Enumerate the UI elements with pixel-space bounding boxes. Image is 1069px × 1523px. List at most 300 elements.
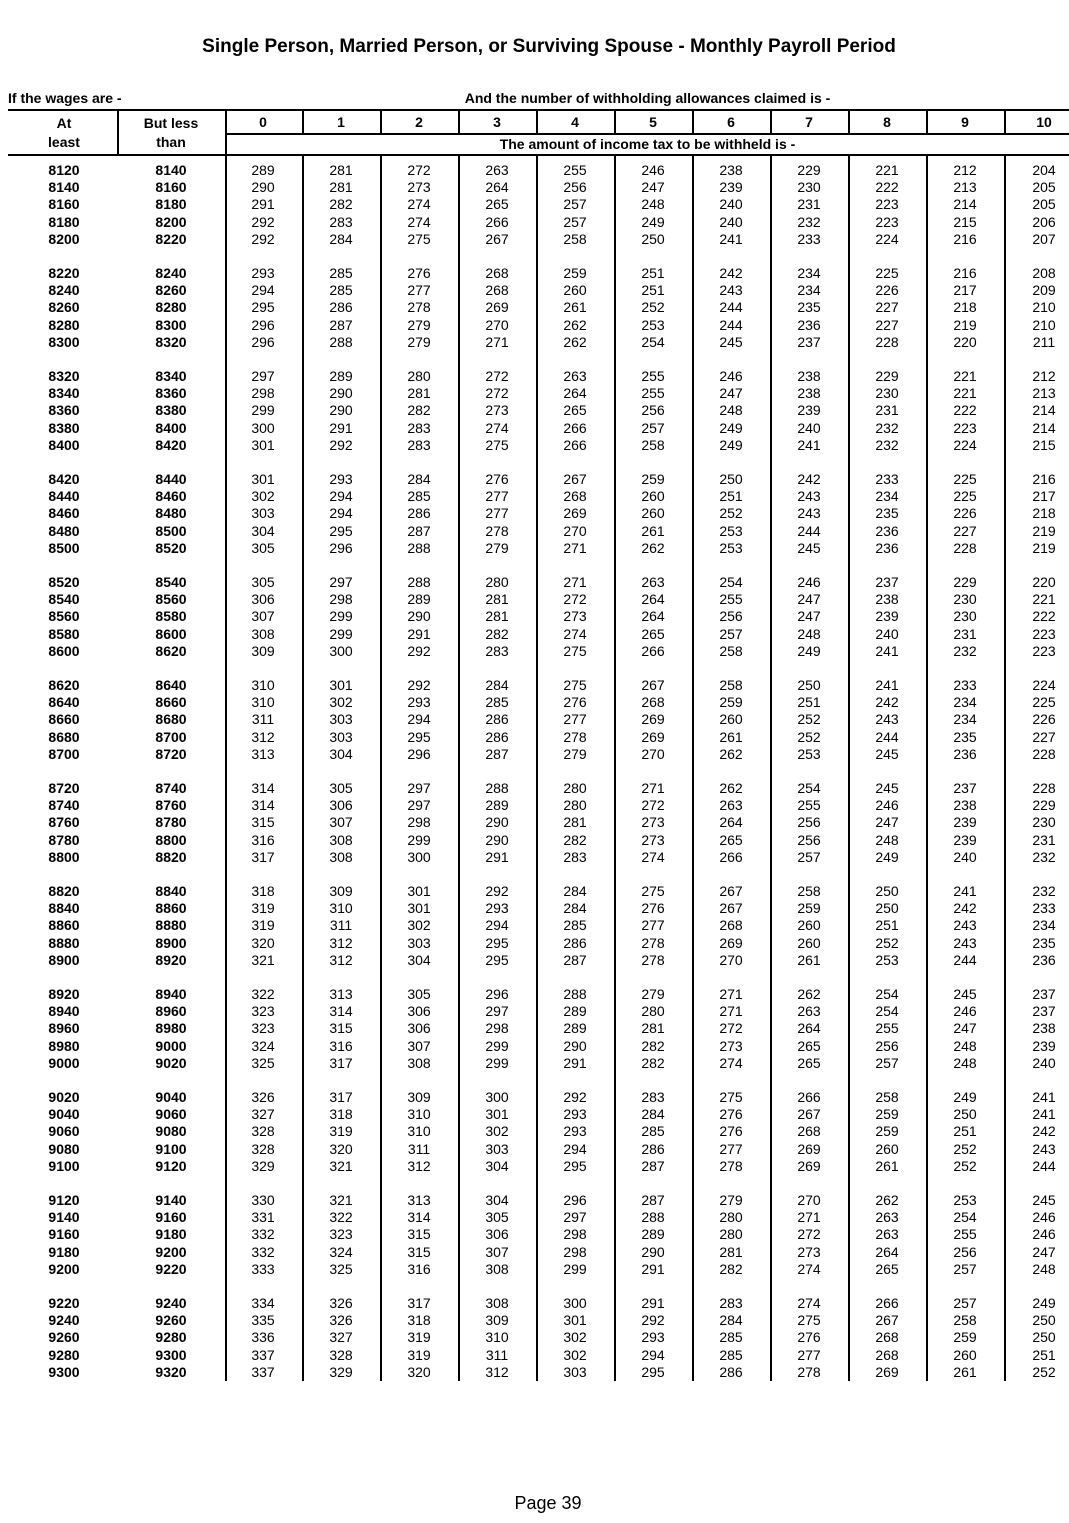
at-least-cell: 9120 bbox=[48, 1192, 80, 1208]
tax-amount-cell: 282 bbox=[641, 1037, 665, 1054]
at-least-cell: 9020 bbox=[48, 1089, 80, 1105]
tax-amount-cell: 295 bbox=[329, 522, 353, 539]
but-less-cell: 8420 bbox=[155, 436, 187, 453]
at-least-cell: 9280 bbox=[48, 1346, 80, 1363]
tax-amount-cell: 223 bbox=[1032, 625, 1056, 642]
but-less-cell: 9020 bbox=[155, 1054, 187, 1071]
tax-amount-cell: 253 bbox=[875, 951, 899, 968]
tax-amount-cell: 231 bbox=[953, 625, 977, 642]
tax-amount-cell: 237 bbox=[1032, 986, 1056, 1002]
tax-amount-cell: 284 bbox=[563, 883, 587, 899]
table-row bbox=[0, 282, 1069, 299]
tax-amount-cell: 252 bbox=[1032, 1363, 1056, 1380]
at-least-cell: 9260 bbox=[48, 1329, 80, 1346]
tax-amount-cell: 256 bbox=[953, 1243, 977, 1260]
but-less-cell: 8440 bbox=[155, 471, 187, 487]
tax-amount-cell: 326 bbox=[329, 1312, 353, 1329]
tax-amount-cell: 300 bbox=[251, 419, 275, 436]
at-least-cell: 8820 bbox=[48, 883, 80, 899]
tax-amount-cell: 260 bbox=[641, 488, 665, 505]
at-least-cell: 8440 bbox=[48, 488, 80, 505]
tax-amount-cell: 233 bbox=[953, 677, 977, 693]
table-row bbox=[0, 1295, 1069, 1312]
tax-amount-cell: 271 bbox=[485, 333, 509, 350]
at-least-cell: 8920 bbox=[48, 986, 80, 1002]
at-least-cell: 9040 bbox=[48, 1106, 80, 1123]
tax-amount-cell: 260 bbox=[953, 1346, 977, 1363]
tax-amount-cell: 251 bbox=[641, 282, 665, 299]
tax-amount-cell: 237 bbox=[1032, 1003, 1056, 1020]
tax-amount-cell: 324 bbox=[329, 1243, 353, 1260]
tax-amount-cell: 319 bbox=[251, 900, 275, 917]
table-row bbox=[0, 1312, 1069, 1329]
table-row bbox=[0, 677, 1069, 694]
tax-amount-cell: 255 bbox=[797, 797, 821, 814]
tax-amount-cell: 234 bbox=[875, 488, 899, 505]
tax-amount-cell: 254 bbox=[875, 986, 899, 1002]
tax-amount-cell: 289 bbox=[641, 1226, 665, 1243]
tax-amount-cell: 301 bbox=[251, 471, 275, 487]
tax-amount-cell: 281 bbox=[485, 608, 509, 625]
tax-amount-cell: 252 bbox=[719, 505, 743, 522]
tax-amount-cell: 251 bbox=[953, 1123, 977, 1140]
tax-amount-cell: 254 bbox=[875, 1003, 899, 1020]
tax-amount-cell: 246 bbox=[641, 162, 665, 178]
tax-amount-cell: 240 bbox=[719, 196, 743, 213]
tax-amount-cell: 279 bbox=[719, 1192, 743, 1208]
tax-amount-cell: 250 bbox=[1032, 1312, 1056, 1329]
tax-amount-cell: 288 bbox=[407, 574, 431, 590]
table-row bbox=[0, 917, 1069, 934]
tax-amount-cell: 255 bbox=[641, 368, 665, 384]
tax-amount-cell: 239 bbox=[953, 831, 977, 848]
tax-amount-cell: 288 bbox=[563, 986, 587, 1002]
tax-amount-cell: 235 bbox=[797, 299, 821, 316]
tax-amount-cell: 264 bbox=[797, 1020, 821, 1037]
tax-amount-cell: 268 bbox=[485, 265, 509, 281]
at-least-cell: 8960 bbox=[48, 1020, 80, 1037]
tax-amount-cell: 243 bbox=[953, 934, 977, 951]
allowance-header-9: 9 bbox=[961, 114, 969, 130]
table-row bbox=[0, 711, 1069, 728]
tax-amount-cell: 318 bbox=[407, 1312, 431, 1329]
tax-amount-cell: 259 bbox=[875, 1123, 899, 1140]
tax-amount-cell: 258 bbox=[563, 230, 587, 247]
tax-amount-cell: 266 bbox=[485, 213, 509, 230]
tax-amount-cell: 296 bbox=[329, 539, 353, 556]
at-least-cell: 8240 bbox=[48, 282, 80, 299]
tax-amount-cell: 252 bbox=[953, 1140, 977, 1157]
tax-amount-cell: 267 bbox=[719, 883, 743, 899]
tax-amount-cell: 267 bbox=[875, 1312, 899, 1329]
but-less-cell: 8800 bbox=[155, 831, 187, 848]
tax-amount-cell: 298 bbox=[563, 1243, 587, 1260]
tax-amount-cell: 251 bbox=[875, 917, 899, 934]
tax-amount-cell: 309 bbox=[485, 1312, 509, 1329]
tax-amount-cell: 329 bbox=[251, 1157, 275, 1174]
tax-amount-cell: 291 bbox=[641, 1295, 665, 1311]
tax-amount-cell: 258 bbox=[719, 677, 743, 693]
tax-amount-cell: 282 bbox=[641, 1054, 665, 1071]
table-row bbox=[0, 231, 1069, 248]
tax-amount-cell: 261 bbox=[875, 1157, 899, 1174]
tax-amount-cell: 237 bbox=[953, 780, 977, 796]
col-at-least-line2: least bbox=[48, 134, 80, 150]
tax-amount-cell: 296 bbox=[251, 333, 275, 350]
tax-amount-cell: 276 bbox=[641, 900, 665, 917]
tax-amount-cell: 283 bbox=[407, 419, 431, 436]
table-row bbox=[0, 1038, 1069, 1055]
tax-amount-cell: 264 bbox=[485, 179, 509, 196]
column-divider bbox=[1004, 111, 1006, 133]
tax-amount-cell: 307 bbox=[485, 1243, 509, 1260]
tax-amount-cell: 258 bbox=[641, 436, 665, 453]
table-row bbox=[0, 729, 1069, 746]
col-but-less-line2: than bbox=[156, 134, 186, 150]
but-less-cell: 9240 bbox=[155, 1295, 187, 1311]
tax-amount-cell: 275 bbox=[485, 436, 509, 453]
tax-amount-cell: 261 bbox=[953, 1363, 977, 1380]
tax-amount-cell: 247 bbox=[875, 814, 899, 831]
but-less-cell: 9180 bbox=[155, 1226, 187, 1243]
tax-amount-cell: 296 bbox=[407, 745, 431, 762]
but-less-cell: 8260 bbox=[155, 282, 187, 299]
at-least-cell: 8840 bbox=[48, 900, 80, 917]
tax-amount-cell: 247 bbox=[641, 179, 665, 196]
tax-amount-cell: 279 bbox=[563, 745, 587, 762]
tax-amount-cell: 258 bbox=[719, 642, 743, 659]
tax-amount-cell: 231 bbox=[875, 402, 899, 419]
col-at-least-header bbox=[23, 114, 105, 152]
tax-amount-cell: 299 bbox=[485, 1037, 509, 1054]
but-less-cell: 8640 bbox=[155, 677, 187, 693]
column-divider bbox=[380, 111, 382, 133]
at-least-cell: 8740 bbox=[48, 797, 80, 814]
tax-amount-cell: 280 bbox=[485, 574, 509, 590]
at-least-cell: 9180 bbox=[48, 1243, 80, 1260]
table-row bbox=[0, 196, 1069, 213]
tax-amount-cell: 275 bbox=[407, 230, 431, 247]
tax-amount-cell: 271 bbox=[641, 780, 665, 796]
tax-amount-cell: 303 bbox=[251, 505, 275, 522]
tax-amount-cell: 216 bbox=[953, 265, 977, 281]
tax-amount-cell: 298 bbox=[485, 1020, 509, 1037]
allowance-header-6: 6 bbox=[727, 114, 735, 130]
tax-amount-cell: 249 bbox=[797, 642, 821, 659]
tax-amount-cell: 238 bbox=[797, 368, 821, 384]
tax-amount-cell: 267 bbox=[641, 677, 665, 693]
tax-amount-cell: 326 bbox=[329, 1295, 353, 1311]
tax-amount-cell: 263 bbox=[641, 574, 665, 590]
tax-amount-cell: 306 bbox=[485, 1226, 509, 1243]
tax-amount-cell: 269 bbox=[875, 1363, 899, 1380]
tax-amount-cell: 281 bbox=[329, 179, 353, 196]
tax-amount-cell: 302 bbox=[563, 1329, 587, 1346]
tax-amount-cell: 301 bbox=[407, 883, 431, 899]
tax-amount-cell: 332 bbox=[251, 1226, 275, 1243]
tax-amount-cell: 304 bbox=[485, 1192, 509, 1208]
tax-amount-cell: 297 bbox=[329, 574, 353, 590]
tax-amount-cell: 284 bbox=[641, 1106, 665, 1123]
tax-amount-cell: 238 bbox=[875, 591, 899, 608]
tax-amount-cell: 316 bbox=[407, 1260, 431, 1277]
tax-amount-cell: 268 bbox=[485, 282, 509, 299]
but-less-cell: 8240 bbox=[155, 265, 187, 281]
col-but-less-line1: But less bbox=[143, 115, 199, 131]
tax-amount-cell: 287 bbox=[641, 1157, 665, 1174]
tax-amount-cell: 223 bbox=[1032, 642, 1056, 659]
tax-amount-cell: 275 bbox=[563, 677, 587, 693]
tax-amount-cell: 276 bbox=[719, 1106, 743, 1123]
table-row bbox=[0, 1003, 1069, 1020]
tax-amount-cell: 228 bbox=[875, 333, 899, 350]
tax-amount-cell: 275 bbox=[719, 1089, 743, 1105]
tax-amount-cell: 229 bbox=[953, 574, 977, 590]
tax-amount-cell: 215 bbox=[953, 213, 977, 230]
at-least-cell: 8460 bbox=[48, 505, 80, 522]
tax-amount-cell: 246 bbox=[719, 368, 743, 384]
tax-amount-cell: 261 bbox=[797, 951, 821, 968]
but-less-cell: 8720 bbox=[155, 745, 187, 762]
tax-amount-cell: 278 bbox=[407, 299, 431, 316]
tax-amount-cell: 303 bbox=[485, 1140, 509, 1157]
tax-amount-cell: 276 bbox=[797, 1329, 821, 1346]
tax-amount-cell: 249 bbox=[1032, 1295, 1056, 1311]
tax-amount-cell: 293 bbox=[407, 694, 431, 711]
tax-amount-cell: 293 bbox=[563, 1123, 587, 1140]
tax-amount-cell: 274 bbox=[563, 625, 587, 642]
tax-amount-cell: 308 bbox=[407, 1054, 431, 1071]
tax-amount-cell: 305 bbox=[407, 986, 431, 1002]
tax-amount-cell: 294 bbox=[329, 505, 353, 522]
at-least-cell: 9080 bbox=[48, 1140, 80, 1157]
tax-amount-cell: 243 bbox=[1032, 1140, 1056, 1157]
tax-amount-cell: 287 bbox=[485, 745, 509, 762]
tax-amount-cell: 247 bbox=[953, 1020, 977, 1037]
tax-amount-cell: 293 bbox=[563, 1106, 587, 1123]
header-bottom-rule bbox=[8, 154, 1069, 156]
tax-amount-cell: 312 bbox=[251, 728, 275, 745]
wages-label: If the wages are - bbox=[8, 90, 122, 106]
tax-amount-cell: 247 bbox=[797, 591, 821, 608]
tax-amount-cell: 270 bbox=[485, 316, 509, 333]
tax-amount-cell: 209 bbox=[1032, 282, 1056, 299]
tax-amount-cell: 298 bbox=[407, 814, 431, 831]
tax-amount-cell: 251 bbox=[797, 694, 821, 711]
tax-amount-cell: 271 bbox=[797, 1209, 821, 1226]
tax-amount-cell: 232 bbox=[875, 436, 899, 453]
tax-amount-cell: 276 bbox=[563, 694, 587, 711]
tax-amount-cell: 281 bbox=[719, 1243, 743, 1260]
tax-amount-cell: 219 bbox=[1032, 539, 1056, 556]
tax-amount-cell: 310 bbox=[407, 1123, 431, 1140]
tax-amount-cell: 214 bbox=[1032, 402, 1056, 419]
tax-amount-cell: 241 bbox=[797, 436, 821, 453]
but-less-cell: 8600 bbox=[155, 625, 187, 642]
tax-amount-cell: 244 bbox=[875, 728, 899, 745]
tax-amount-cell: 254 bbox=[953, 1209, 977, 1226]
tax-amount-cell: 330 bbox=[251, 1192, 275, 1208]
tax-amount-cell: 216 bbox=[1032, 471, 1056, 487]
tax-amount-cell: 205 bbox=[1032, 196, 1056, 213]
tax-amount-cell: 297 bbox=[407, 797, 431, 814]
table-row bbox=[0, 1244, 1069, 1261]
tax-amount-cell: 231 bbox=[1032, 831, 1056, 848]
tax-amount-cell: 279 bbox=[407, 316, 431, 333]
tax-amount-cell: 241 bbox=[875, 642, 899, 659]
tax-amount-cell: 294 bbox=[485, 917, 509, 934]
tax-amount-cell: 305 bbox=[329, 780, 353, 796]
tax-amount-cell: 292 bbox=[485, 883, 509, 899]
column-divider bbox=[117, 111, 119, 154]
tax-amount-cell: 267 bbox=[797, 1106, 821, 1123]
but-less-cell: 8460 bbox=[155, 488, 187, 505]
tax-amount-cell: 264 bbox=[719, 814, 743, 831]
tax-amount-cell: 307 bbox=[251, 608, 275, 625]
tax-amount-cell: 241 bbox=[719, 230, 743, 247]
tax-amount-cell: 299 bbox=[485, 1054, 509, 1071]
tax-amount-cell: 283 bbox=[407, 436, 431, 453]
tax-amount-cell: 296 bbox=[485, 986, 509, 1002]
tax-amount-cell: 286 bbox=[485, 728, 509, 745]
tax-amount-cell: 320 bbox=[329, 1140, 353, 1157]
at-least-cell: 8720 bbox=[48, 780, 80, 796]
tax-amount-cell: 279 bbox=[485, 539, 509, 556]
tax-amount-cell: 285 bbox=[485, 694, 509, 711]
but-less-cell: 8900 bbox=[155, 934, 187, 951]
tax-amount-cell: 214 bbox=[1032, 419, 1056, 436]
tax-amount-cell: 325 bbox=[251, 1054, 275, 1071]
tax-amount-cell: 289 bbox=[563, 1003, 587, 1020]
tax-amount-cell: 285 bbox=[407, 488, 431, 505]
tax-amount-cell: 230 bbox=[797, 179, 821, 196]
tax-amount-cell: 301 bbox=[563, 1312, 587, 1329]
tax-amount-cell: 318 bbox=[329, 1106, 353, 1123]
tax-amount-cell: 273 bbox=[407, 179, 431, 196]
tax-amount-cell: 265 bbox=[641, 625, 665, 642]
tax-amount-cell: 274 bbox=[641, 848, 665, 865]
tax-amount-cell: 214 bbox=[953, 196, 977, 213]
tax-amount-cell: 314 bbox=[251, 797, 275, 814]
tax-amount-cell: 300 bbox=[407, 848, 431, 865]
tax-amount-cell: 293 bbox=[485, 900, 509, 917]
tax-amount-cell: 274 bbox=[719, 1054, 743, 1071]
tax-amount-cell: 313 bbox=[329, 986, 353, 1002]
at-least-cell: 9140 bbox=[48, 1209, 80, 1226]
at-least-cell: 8200 bbox=[48, 230, 80, 247]
tax-amount-cell: 222 bbox=[953, 402, 977, 419]
tax-amount-cell: 278 bbox=[797, 1363, 821, 1380]
at-least-cell: 8220 bbox=[48, 265, 80, 281]
tax-amount-cell: 249 bbox=[875, 848, 899, 865]
tax-amount-cell: 308 bbox=[251, 625, 275, 642]
tax-amount-cell: 319 bbox=[329, 1123, 353, 1140]
tax-amount-cell: 307 bbox=[329, 814, 353, 831]
tax-amount-cell: 260 bbox=[563, 282, 587, 299]
tax-amount-cell: 223 bbox=[875, 213, 899, 230]
tax-amount-cell: 271 bbox=[563, 574, 587, 590]
at-least-cell: 8900 bbox=[48, 951, 80, 968]
tax-amount-cell: 274 bbox=[485, 419, 509, 436]
but-less-cell: 8200 bbox=[155, 213, 187, 230]
tax-amount-cell: 270 bbox=[641, 745, 665, 762]
but-less-cell: 8960 bbox=[155, 1003, 187, 1020]
tax-amount-cell: 313 bbox=[251, 745, 275, 762]
tax-amount-cell: 301 bbox=[407, 900, 431, 917]
tax-amount-cell: 219 bbox=[953, 316, 977, 333]
tax-amount-cell: 258 bbox=[953, 1312, 977, 1329]
tax-amount-cell: 240 bbox=[875, 625, 899, 642]
at-least-cell: 8340 bbox=[48, 385, 80, 402]
tax-amount-cell: 264 bbox=[875, 1243, 899, 1260]
tax-amount-cell: 298 bbox=[251, 385, 275, 402]
tax-amount-cell: 250 bbox=[641, 230, 665, 247]
tax-amount-cell: 271 bbox=[719, 986, 743, 1002]
tax-amount-cell: 284 bbox=[485, 677, 509, 693]
tax-amount-cell: 310 bbox=[329, 900, 353, 917]
tax-amount-cell: 255 bbox=[563, 162, 587, 178]
tax-amount-cell: 234 bbox=[953, 694, 977, 711]
tax-amount-cell: 281 bbox=[329, 162, 353, 178]
tax-amount-cell: 295 bbox=[563, 1157, 587, 1174]
tax-amount-cell: 262 bbox=[719, 745, 743, 762]
tax-amount-cell: 229 bbox=[797, 162, 821, 178]
column-divider bbox=[848, 111, 850, 133]
at-least-cell: 9240 bbox=[48, 1312, 80, 1329]
tax-amount-cell: 235 bbox=[953, 728, 977, 745]
tax-amount-cell: 256 bbox=[875, 1037, 899, 1054]
tax-amount-cell: 276 bbox=[407, 265, 431, 281]
tax-amount-cell: 241 bbox=[1032, 1089, 1056, 1105]
tax-amount-cell: 257 bbox=[641, 419, 665, 436]
column-divider bbox=[926, 111, 928, 133]
tax-amount-cell: 235 bbox=[1032, 934, 1056, 951]
tax-amount-cell: 238 bbox=[719, 162, 743, 178]
tax-amount-cell: 302 bbox=[485, 1123, 509, 1140]
table-row bbox=[0, 1141, 1069, 1158]
tax-amount-cell: 311 bbox=[485, 1346, 509, 1363]
allowance-header-8: 8 bbox=[883, 114, 891, 130]
tax-amount-cell: 269 bbox=[485, 299, 509, 316]
but-less-cell: 9000 bbox=[155, 1037, 187, 1054]
at-least-cell: 8700 bbox=[48, 745, 80, 762]
tax-amount-cell: 227 bbox=[953, 522, 977, 539]
tax-amount-cell: 283 bbox=[329, 213, 353, 230]
tax-amount-cell: 245 bbox=[797, 539, 821, 556]
tax-amount-cell: 210 bbox=[1032, 299, 1056, 316]
tax-amount-cell: 229 bbox=[875, 368, 899, 384]
table-row bbox=[0, 849, 1069, 866]
tax-amount-cell: 256 bbox=[641, 402, 665, 419]
tax-amount-cell: 265 bbox=[563, 402, 587, 419]
table-row bbox=[0, 299, 1069, 316]
table-row bbox=[0, 402, 1069, 419]
tax-amount-cell: 306 bbox=[407, 1020, 431, 1037]
tax-amount-cell: 283 bbox=[563, 848, 587, 865]
tax-amount-cell: 286 bbox=[719, 1363, 743, 1380]
tax-amount-cell: 210 bbox=[1032, 316, 1056, 333]
table-row bbox=[0, 488, 1069, 505]
tax-amount-cell: 256 bbox=[563, 179, 587, 196]
tax-amount-cell: 244 bbox=[797, 522, 821, 539]
tax-amount-cell: 264 bbox=[641, 591, 665, 608]
but-less-cell: 8140 bbox=[155, 162, 187, 178]
table-row bbox=[0, 1020, 1069, 1037]
tax-amount-cell: 296 bbox=[563, 1192, 587, 1208]
tax-amount-cell: 215 bbox=[1032, 436, 1056, 453]
tax-amount-cell: 309 bbox=[251, 642, 275, 659]
tax-amount-cell: 265 bbox=[719, 831, 743, 848]
